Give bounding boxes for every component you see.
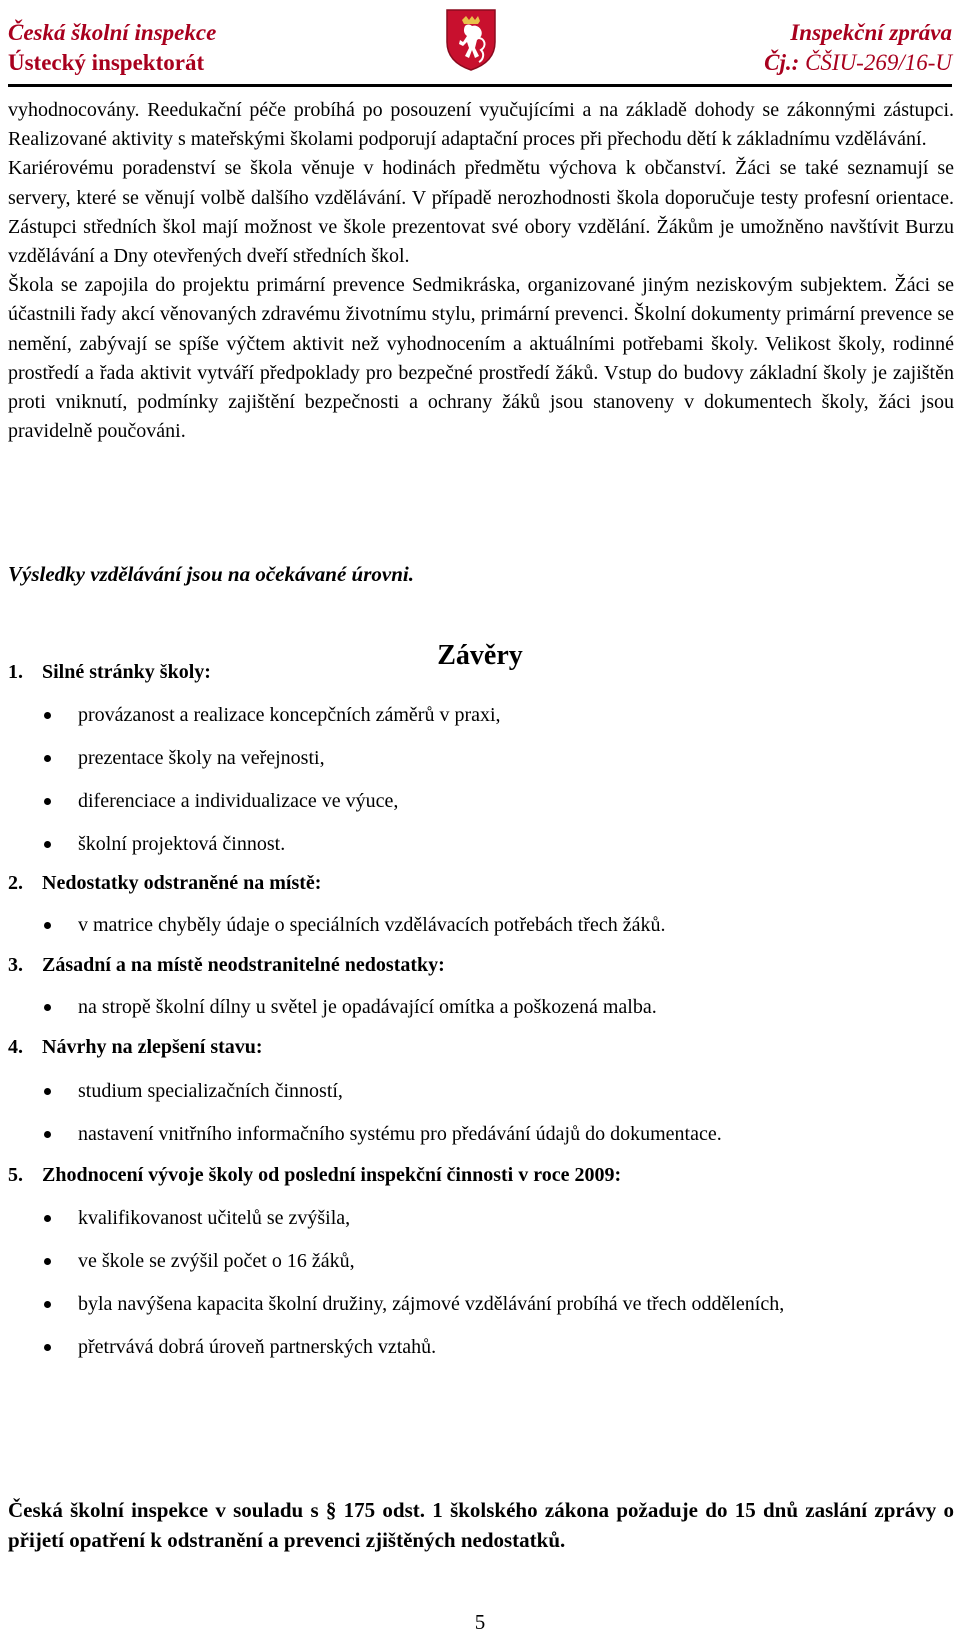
header-inspectorate: Ústecký inspektorát <box>8 50 205 75</box>
header-ref-prefix: Čj.: <box>764 50 806 75</box>
list-item: diferenciace a individualizace ve výuce, <box>0 787 946 816</box>
section-number: 4. <box>8 1036 23 1058</box>
conclusions-heading: Závěry <box>437 640 523 671</box>
header-right <box>764 18 952 78</box>
list-item: školní projektová činnost. <box>0 830 946 859</box>
bullet-icon <box>44 798 51 805</box>
paragraph: Škola se zapojila do projektu primární prevence Sedmikráska, organizované jiným neziskovým subjektem. Žáci se účastnili řady akcí věnovaných zdravému životnímu stylu, primární prevenci. Školní dokumenty primární prevence se nemění, zabývají se spíše výčtem aktivit než vyhodnocením a aktuálními potřebami školy. Velikost školy, rodinné prostředí a řada aktivit vytváří předpoklady pro bezpečné prostředí žáků. Vstup do budovy základní školy je zajištěn proti vniknutí, podmínky zajištění bezpečnosti a ochrany žáků jsou stanoveny v dokumentech školy, žáci jsou pravidelně poučováni. <box>8 274 954 443</box>
result-statement: Výsledky vzdělávání jsou na očekávané úrovni. <box>8 562 414 586</box>
bullet-icon <box>44 1258 51 1265</box>
bullet-list <box>0 1204 946 1362</box>
bullet-icon <box>44 1131 51 1138</box>
header-left <box>8 18 216 78</box>
section-heading <box>8 1164 621 1187</box>
bullet-list <box>0 911 946 940</box>
list-item: prezentace školy na veřejnosti, <box>0 744 946 773</box>
list-item: nastavení vnitřního informačního systému pro předávání údajů do dokumentace. <box>0 1120 946 1149</box>
bullet-icon <box>44 1344 51 1351</box>
list-item: na stropě školní dílny u světel je opadávající omítka a poškozená malba. <box>0 993 946 1022</box>
bullet-list <box>0 1077 946 1149</box>
czech-lion-emblem-icon <box>445 8 497 72</box>
bullet-icon <box>44 1215 51 1222</box>
list-item: v matrice chyběly údaje o speciálních vzdělávacích potřebách třech žáků. <box>0 911 946 940</box>
body-text <box>8 96 954 446</box>
section-heading <box>8 661 211 684</box>
section-title: Zhodnocení vývoje školy od poslední inspekční činnosti v roce 2009: <box>42 1164 622 1186</box>
bullet-list <box>0 993 946 1022</box>
section-number: 3. <box>8 954 23 976</box>
list-item: studium specializačních činností, <box>0 1077 946 1106</box>
paragraph: vyhodnocovány. Reedukační péče probíhá po posouzení vyučujícími a na základě dohody se zákonnými zástupci. Realizované aktivity s mateřskými školami podporují adaptační proces při přechodu dětí k základnímu vzdělávání. <box>8 99 954 151</box>
list-item: ve škole se zvýšil počet o 16 žáků, <box>0 1247 946 1276</box>
section-number: 5. <box>8 1164 23 1186</box>
section-title: Silné stránky školy: <box>42 661 211 683</box>
bullet-icon <box>44 841 51 848</box>
bullet-icon <box>44 1301 51 1308</box>
section-heading <box>8 872 321 895</box>
section-number: 2. <box>8 872 23 894</box>
list-item: byla navýšena kapacita školní družiny, zájmové vzdělávání probíhá ve třech odděleních, <box>0 1290 946 1319</box>
header-doc-type: Inspekční zpráva <box>790 20 952 45</box>
bullet-list <box>0 701 946 859</box>
bullet-icon <box>44 755 51 762</box>
list-item: kvalifikovanost učitelů se zvýšila, <box>0 1204 946 1233</box>
section-heading <box>8 1036 263 1059</box>
list-item: provázanost a realizace koncepčních záměrů v praxi, <box>0 701 946 730</box>
closing-notice: Česká školní inspekce v souladu s § 175 odst. 1 školského zákona požaduje do 15 dnů zaslání zprávy o přijetí opatření k odstranění a prevenci zjištěných nedostatků. <box>8 1498 954 1552</box>
section-title: Návrhy na zlepšení stavu: <box>42 1036 263 1058</box>
bullet-icon <box>44 1088 51 1095</box>
section-heading <box>8 954 445 977</box>
paragraph: Kariérovému poradenství se škola věnuje v hodinách předmětu výchova k občanství. Žáci se také seznamují se servery, které se věnují volbě dalšího vzdělávání. V případě nerozhodnosti škola doporučuje testy profesní orientace. Zástupci středních škol mají možnost ve škole prezentovat své obory vzdělání. Žákům je umožněno navštívit Burzu vzdělávání a Dny otevřených dveří středních škol. <box>8 157 954 268</box>
page-number: 5 <box>474 1610 486 1634</box>
bullet-icon <box>44 1004 51 1011</box>
header-org: Česká školní inspekce <box>8 20 217 45</box>
header-divider <box>8 84 952 87</box>
section-title: Nedostatky odstraněné na místě: <box>42 872 322 894</box>
bullet-icon <box>44 712 51 719</box>
section-number: 1. <box>8 661 23 683</box>
header-ref-number: ČŠIU-269/16-U <box>805 50 952 75</box>
bullet-icon <box>44 922 51 929</box>
list-item: přetrvává dobrá úroveň partnerských vztahů. <box>0 1333 946 1362</box>
section-title: Zásadní a na místě neodstranitelné nedostatky: <box>42 954 445 976</box>
